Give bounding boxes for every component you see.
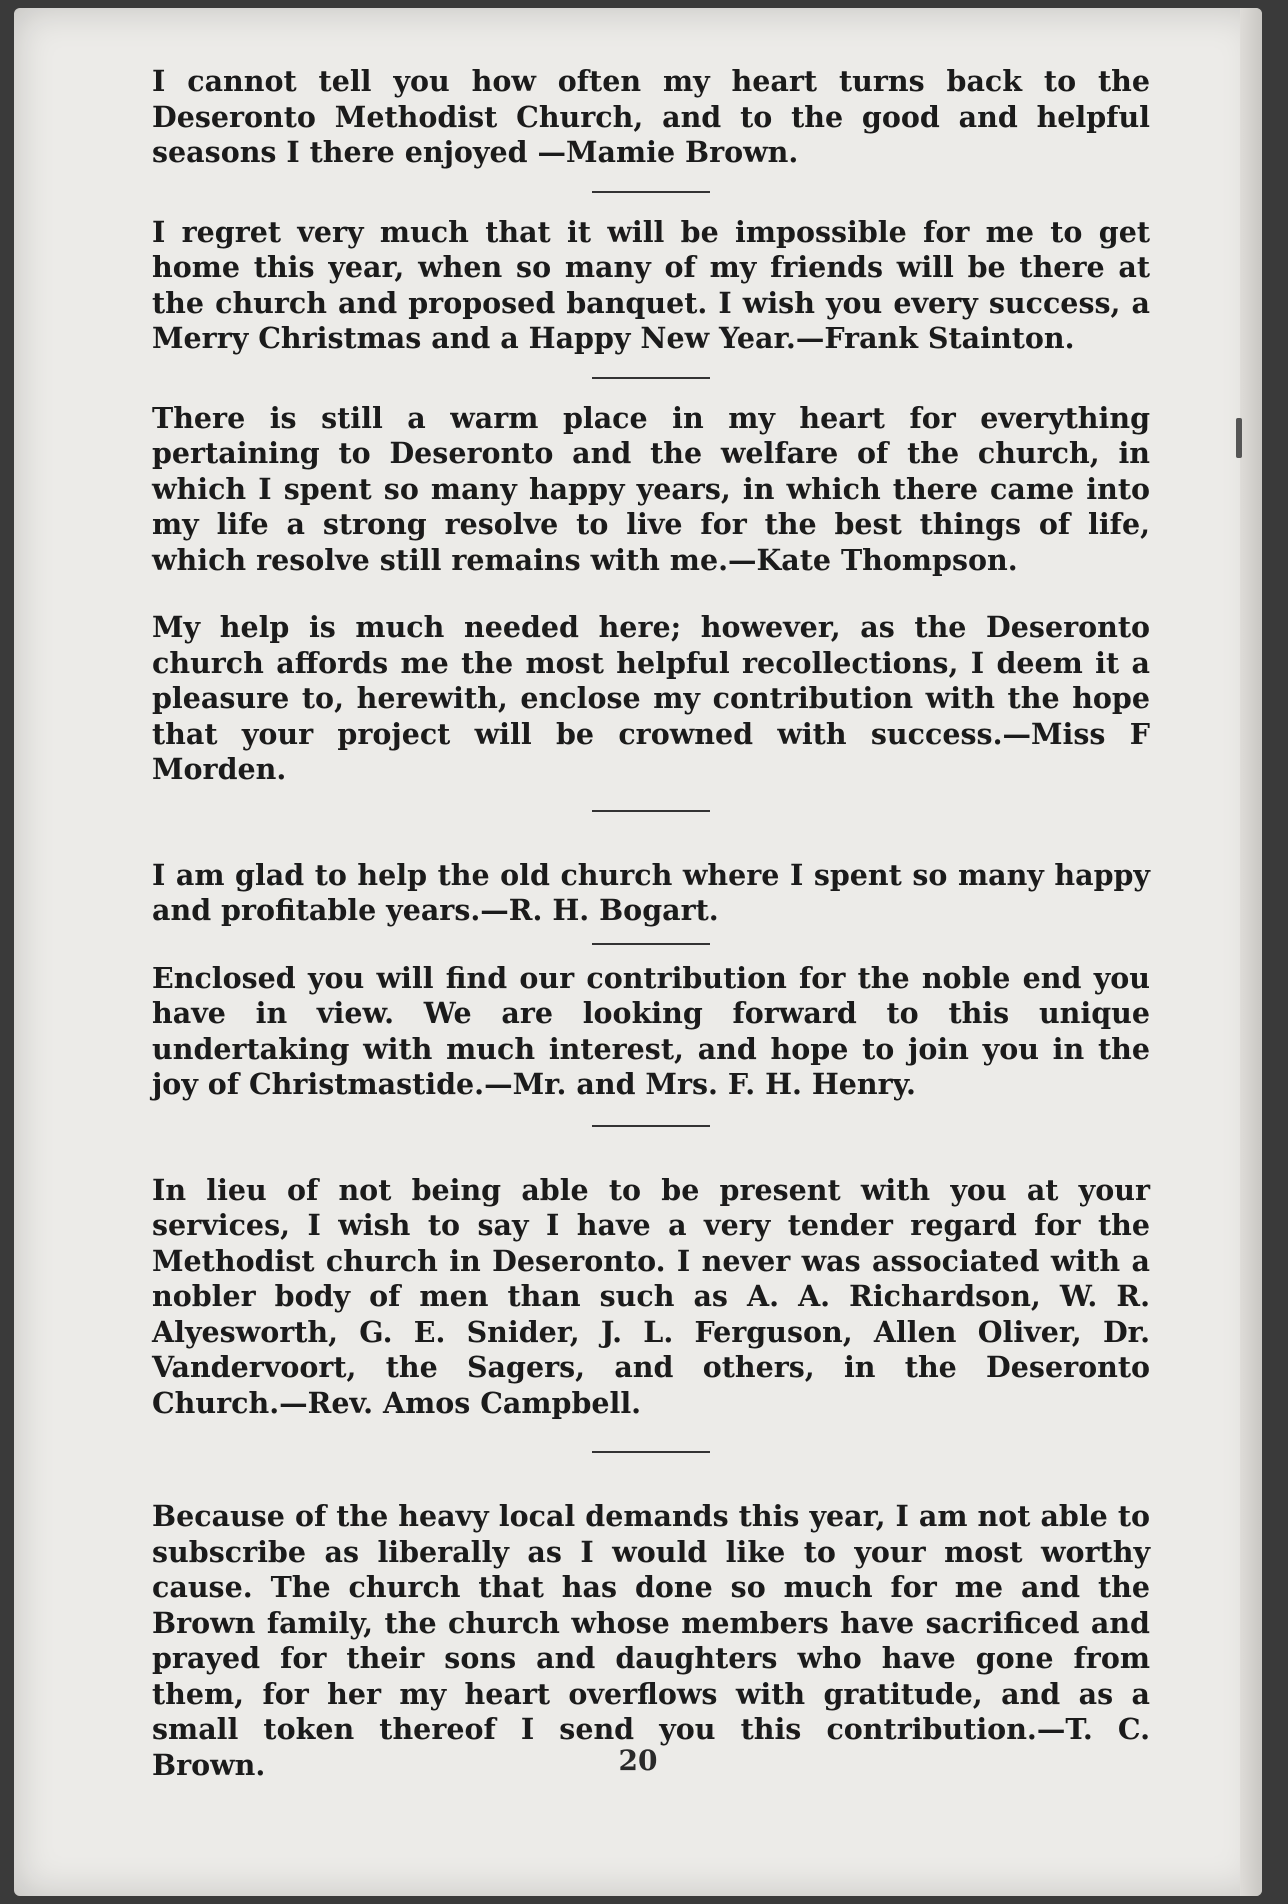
letters-column bbox=[152, 64, 1150, 1783]
separator-rule bbox=[592, 191, 710, 193]
letter-frank-stainton: I regret very much that it will be impossible for me to get home this year, when so many of my friends will be there at the church and proposed banquet. I wish you every success, a Merry Christmas and a Happy New Year.—Frank Stainton. bbox=[152, 214, 1150, 355]
letter-tc-brown: Because of the heavy local demands this year, I am not able to subscribe as liberally as I would like to your most worthy cause. The church that has done so much for me and the Brown family, the church whose members have sacrificed and prayed for their sons and daughters who have gone from them, for her my heart overflows with gratitude, and as a small token thereof I send you this contribution.—T. C. Brown. bbox=[152, 1499, 1150, 1782]
page-number: 20 bbox=[618, 1744, 658, 1777]
letter-rh-bogart: I am glad to help the old church where I spent so many happy and profitable years.—R. H. Bogart. bbox=[152, 857, 1150, 927]
letter-fh-henry: Enclosed you will find our contribution for the noble end you have in view. We are looking forward to this unique undertaking with much interest, and hope to join you in the joy of Christmastide.—Mr. and Mrs. F. H. Henry. bbox=[152, 960, 1150, 1101]
letter-mamie-brown: I cannot tell you how often my heart turns back to the Deseronto Methodist Church, and to the good and helpful seasons I there enjoyed —Mamie Brown. bbox=[152, 64, 1150, 169]
margin-mark bbox=[1236, 418, 1242, 458]
letter-miss-f-morden: My help is much needed here; however, as the Deseronto church affords me the most helpful recollections, I deem it a pleasure to, herewith, enclose my contribution with the hope that your project will be crowned with success.—Miss F Morden. bbox=[152, 610, 1150, 786]
separator-rule bbox=[592, 943, 710, 945]
letter-kate-thompson: There is still a warm place in my heart for everything pertaining to Deseronto and the welfare of the church, in which I spent so many happy years, in which there came into my life a strong resolve to live for the best things of life, which resolve still remains with me.—Kate Thompson. bbox=[152, 400, 1150, 577]
separator-rule bbox=[592, 810, 710, 812]
separator-rule bbox=[592, 1125, 710, 1127]
separator-rule bbox=[592, 377, 710, 379]
separator-rule bbox=[592, 592, 710, 594]
page-edge bbox=[1240, 8, 1262, 1896]
letter-amos-campbell: In lieu of not being able to be present with you at your services, I wish to say I have a very tender regard for the Methodist church in Deseronto. I never was associated with a nobler body of men than such as A. A. Richardson, W. R. Alyesworth, G. E. Snider, J. L. Ferguson, Allen Oliver, Dr. Vandervoort, the Sagers, and others, in the Deseronto Church.—Rev. Amos Campbell. bbox=[152, 1172, 1150, 1420]
separator-rule bbox=[592, 1451, 710, 1453]
book-page bbox=[14, 8, 1262, 1896]
